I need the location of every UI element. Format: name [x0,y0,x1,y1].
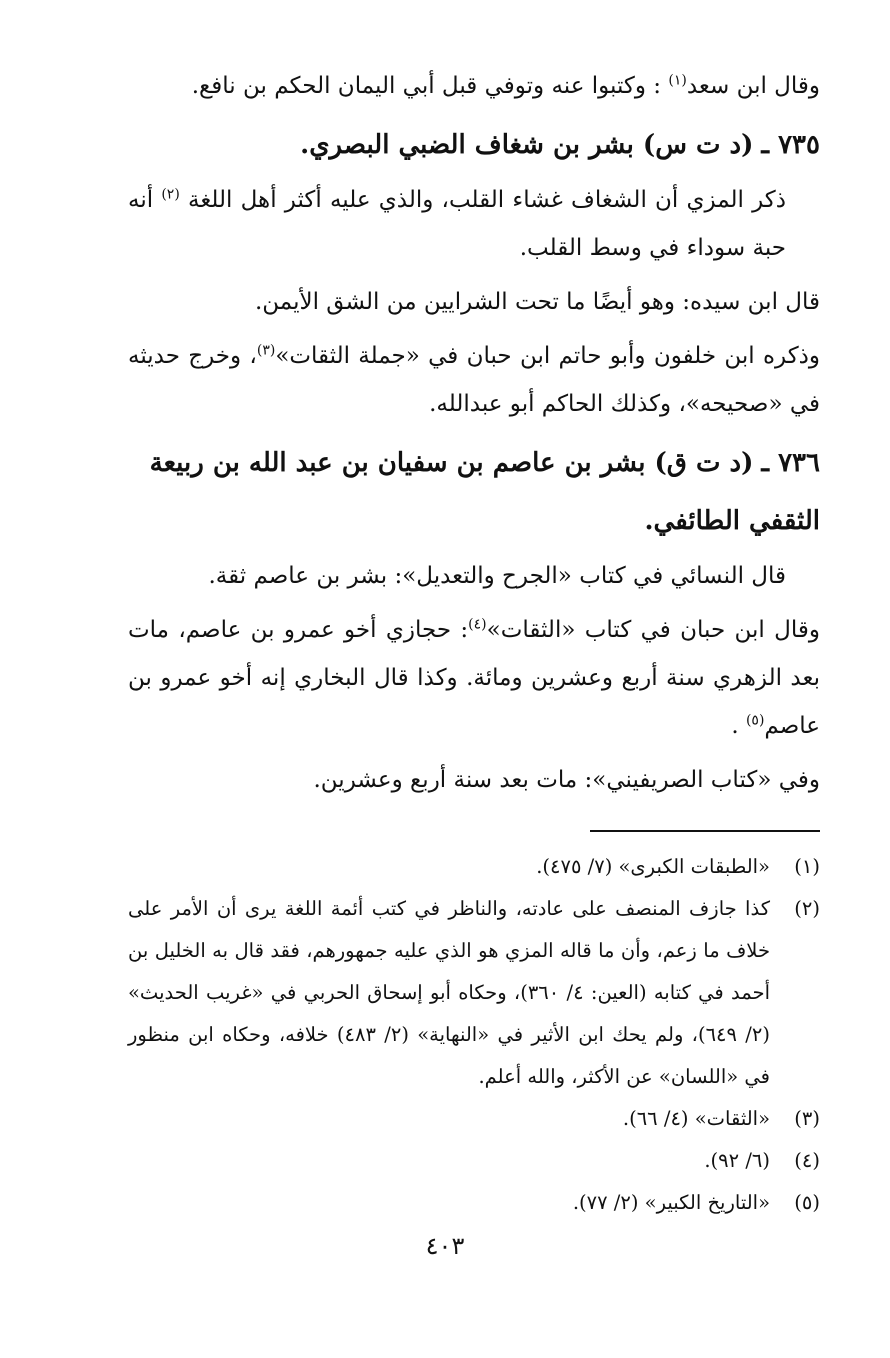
paragraph-ibn-saad [128,62,820,110]
footnote [128,888,820,1098]
footnote-text: «الثقات» (٤/ ٦٦). [622,1107,770,1130]
footnote-ref-3[interactable]: (٣) [256,342,276,359]
footnote-number: (٢) [794,897,820,920]
footnote-number: (١) [794,855,820,878]
entry-title: (د ت س) بشر بن شغاف الضبي البصري. [300,130,754,160]
footnote-separator-wrap [128,810,820,846]
text: : وكتبوا عنه وتوفي قبل أبي اليمان الحكم بن نافع. [191,73,669,99]
footnote [128,1098,820,1140]
paragraph: قال ابن سيده: وهو أيضًا ما تحت الشرايين من الشق الأيمن. [254,289,820,315]
entry-736-heading [128,434,820,550]
text: وقال ابن سعد [686,73,820,99]
text: : حجازي أخو عمرو بن عاصم، مات بعد الزهري سنة أربع وعشرين ومائة. وكذا قال البخاري إنه أخو عمرو بن عاصم [128,617,820,739]
text: . [731,713,746,739]
footnote [128,1140,820,1182]
footnote [128,846,820,888]
footnote-ref-5[interactable]: (٥) [745,712,765,729]
paragraph: قال النسائي في كتاب «الجرح والتعديل»: بشر بن عاصم ثقة. [208,563,786,589]
text: وقال ابن حبان في كتاب «الثقات» [486,617,820,643]
footnote-number: (٣) [794,1107,820,1130]
footnote-ref-1[interactable]: (١) [668,72,687,89]
text: وذكره ابن خلفون وأبو حاتم ابن حبان في «جملة الثقات» [275,343,820,369]
text: ، وخرج حديثه في «صحيحه»، وكذلك الحاكم أبو عبدالله. [128,343,820,417]
footnote-text: كذا جازف المنصف على عادته، والناظر في كتب أئمة اللغة يرى أن الأمر على خلاف ما زعم، وأن ما قاله المزي هو الذي عليه جمهورهم، فقد قال به الخليل بن أحمد في كتابه (العين: ٤/ ٣٦٠)، وحكاه أبو إسحاق الحربي في «غريب الحديث» (٢/ ٦٤٩)، ولم يحك ابن الأثير في «النهاية» (٢/ ٤٨٣) خلافه، وحكاه ابن منظور في «اللسان» عن الأكثر، والله أعلم. [128,897,770,1088]
paragraph [128,176,820,272]
text: ذكر المزي أن الشغاف غشاء القلب، والذي عليه أكثر أهل اللغة [188,187,786,213]
footnote-number: (٥) [794,1191,820,1214]
footnote-separator [590,830,820,832]
footnotes [128,846,820,1224]
footnote-ref-2[interactable]: (٢) [161,186,180,203]
entry-number: ٧٣٦ ـ [761,448,820,478]
page-number: ٤٠٣ [425,1232,465,1260]
entry-number: ٧٣٥ ـ [761,130,820,160]
text: أنه حبة سوداء في وسط القلب. [128,187,786,261]
entry-title: (د ت ق) بشر بن عاصم بن سفيان بن عبد الله بن ربيعة الثقفي الطائفي. [149,448,820,536]
entry-735-heading [128,116,820,174]
footnote-number: (٤) [794,1149,820,1172]
footnote-text: «الطبقات الكبرى» (٧/ ٤٧٥). [536,855,770,878]
paragraph: وفي «كتاب الصريفيني»: مات بعد سنة أربع وعشرين. [313,767,820,793]
paragraph [128,332,820,428]
footnote-text: (٦/ ٩٢). [704,1149,770,1172]
paragraph [128,606,820,750]
footnote-text: «التاريخ الكبير» (٢/ ٧٧). [572,1191,770,1214]
footnote [128,1182,820,1224]
footnote-ref-4[interactable]: (٤) [468,616,487,633]
